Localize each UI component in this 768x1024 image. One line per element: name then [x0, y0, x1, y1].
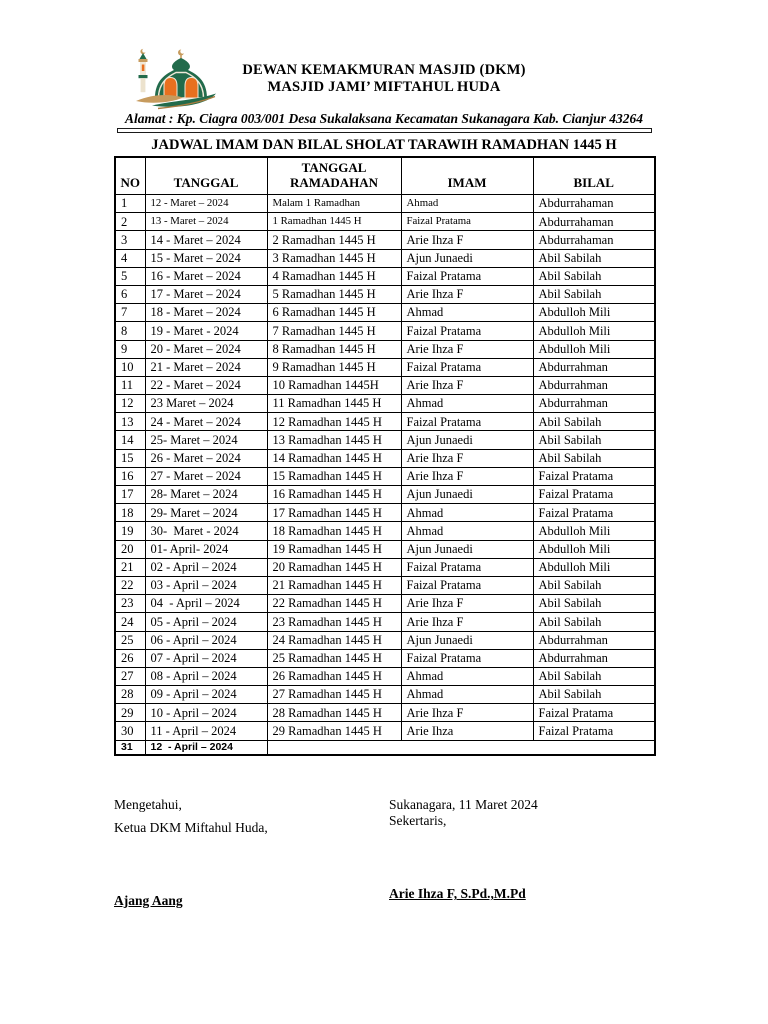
- cell-tanggal-ramadhan: 3 Ramadhan 1445 H: [267, 249, 401, 267]
- cell-no: 24: [115, 613, 145, 631]
- table-row: [115, 231, 655, 249]
- cell-tanggal: 14 - Maret – 2024: [145, 231, 267, 249]
- col-header-no: NO: [115, 157, 145, 195]
- cell-bilal: Abil Sabilah: [533, 285, 655, 303]
- cell-imam: Arie Ihza F: [401, 231, 533, 249]
- col-header-tanggal-ramadahan: [267, 157, 401, 195]
- cell-tanggal-ramadhan: 5 Ramadhan 1445 H: [267, 285, 401, 303]
- cell-bilal: Abdulloh Mili: [533, 540, 655, 558]
- cell-imam: Faizal Pratama: [401, 558, 533, 576]
- cell-imam: Arie Ihza F: [401, 704, 533, 722]
- cell-tanggal-ramadhan: 22 Ramadhan 1445 H: [267, 595, 401, 613]
- cell-bilal: Abil Sabilah: [533, 267, 655, 285]
- cell-tanggal: 25- Maret – 2024: [145, 431, 267, 449]
- cell-tanggal: 09 - April – 2024: [145, 686, 267, 704]
- cell-tanggal-ramadhan: 17 Ramadhan 1445 H: [267, 504, 401, 522]
- table-row: [115, 195, 655, 213]
- cell-no: 22: [115, 576, 145, 594]
- cell-no: 2: [115, 213, 145, 231]
- signature-left-name: Ajang Aang: [114, 893, 183, 908]
- cell-tanggal: 23 Maret – 2024: [145, 395, 267, 413]
- cell-tanggal-ramadhan: 10 Ramadhan 1445H: [267, 376, 401, 394]
- cell-tanggal: 28- Maret – 2024: [145, 486, 267, 504]
- signature-right-line1: Sukanagara, 11 Maret 2024: [389, 797, 538, 812]
- cell-tanggal: 05 - April – 2024: [145, 613, 267, 631]
- cell-tanggal-ramadhan: 11 Ramadhan 1445 H: [267, 395, 401, 413]
- cell-imam: Arie Ihza F: [401, 340, 533, 358]
- cell-imam: Arie Ihza F: [401, 285, 533, 303]
- col-header-tanggal-ramadahan-line1: TANGGAL: [301, 160, 367, 175]
- cell-imam: Arie Ihza F: [401, 376, 533, 394]
- cell-imam: Ajun Junaedi: [401, 631, 533, 649]
- org-name-line2: MASJID JAMI’ MIFTAHUL HUDA: [267, 79, 501, 95]
- table-row: [115, 340, 655, 358]
- table-row: [115, 467, 655, 485]
- cell-tanggal: 30- Maret - 2024: [145, 522, 267, 540]
- cell-imam: Faizal Pratama: [401, 413, 533, 431]
- cell-no: 25: [115, 631, 145, 649]
- cell-no: 17: [115, 486, 145, 504]
- cell-bilal: Abdurrahman: [533, 376, 655, 394]
- cell-bilal: Abdulloh Mili: [533, 522, 655, 540]
- signature-left-line1: Mengetahui,: [114, 797, 182, 812]
- cell-bilal: Abdurrahaman: [533, 195, 655, 213]
- cell-no: 30: [115, 722, 145, 740]
- cell-tanggal: 15 - Maret – 2024: [145, 249, 267, 267]
- signature-right-line2: Sekertaris,: [389, 813, 447, 828]
- org-name-line1: DEWAN KEMAKMURAN MASJID (DKM): [242, 62, 526, 78]
- cell-no: 31: [115, 740, 145, 755]
- table-row: [115, 395, 655, 413]
- cell-bilal: Abdurrahman: [533, 631, 655, 649]
- signature-left-line2: Ketua DKM Miftahul Huda,: [114, 820, 268, 835]
- cell-imam: Faizal Pratama: [401, 267, 533, 285]
- cell-tanggal-ramadhan: 29 Ramadhan 1445 H: [267, 722, 401, 740]
- cell-tanggal: 29- Maret – 2024: [145, 504, 267, 522]
- col-header-tanggal-ramadahan-line2: RAMADAHAN: [289, 175, 379, 190]
- cell-imam: Arie Ihza F: [401, 613, 533, 631]
- cell-imam: Faizal Pratama: [401, 649, 533, 667]
- cell-no: 1: [115, 195, 145, 213]
- cell-tanggal-ramadhan: 4 Ramadhan 1445 H: [267, 267, 401, 285]
- table-row: [115, 267, 655, 285]
- cell-imam: Ahmad: [401, 504, 533, 522]
- header-row: [115, 157, 655, 195]
- cell-tanggal: 11 - April – 2024: [145, 722, 267, 740]
- cell-bilal: Abdurrahman: [533, 358, 655, 376]
- cell-no: 9: [115, 340, 145, 358]
- cell-tanggal-ramadhan: 25 Ramadhan 1445 H: [267, 649, 401, 667]
- cell-bilal: Faizal Pratama: [533, 504, 655, 522]
- cell-no: 14: [115, 431, 145, 449]
- cell-imam: Ajun Junaedi: [401, 249, 533, 267]
- cell-imam: Ajun Junaedi: [401, 486, 533, 504]
- cell-no: 13: [115, 413, 145, 431]
- cell-tanggal-ramadhan: 8 Ramadhan 1445 H: [267, 340, 401, 358]
- cell-bilal: Abdulloh Mili: [533, 340, 655, 358]
- cell-bilal: Abil Sabilah: [533, 686, 655, 704]
- col-header-tanggal: TANGGAL: [145, 157, 267, 195]
- cell-no: 23: [115, 595, 145, 613]
- schedule-table: [114, 156, 656, 756]
- cell-bilal: Faizal Pratama: [533, 704, 655, 722]
- cell-tanggal-ramadhan: 23 Ramadhan 1445 H: [267, 613, 401, 631]
- cell-tanggal-ramadhan: [267, 740, 655, 755]
- cell-no: 12: [115, 395, 145, 413]
- cell-tanggal-ramadhan: Malam 1 Ramadhan: [267, 195, 401, 213]
- signature-right-name: Arie Ihza F, S.Pd.,M.Pd: [389, 886, 526, 901]
- cell-tanggal-ramadhan: 16 Ramadhan 1445 H: [267, 486, 401, 504]
- cell-bilal: Abdulloh Mili: [533, 304, 655, 322]
- cell-bilal: Abil Sabilah: [533, 576, 655, 594]
- cell-bilal: Abil Sabilah: [533, 413, 655, 431]
- cell-tanggal-ramadhan: 18 Ramadhan 1445 H: [267, 522, 401, 540]
- cell-tanggal-ramadhan: 13 Ramadhan 1445 H: [267, 431, 401, 449]
- cell-tanggal: 02 - April – 2024: [145, 558, 267, 576]
- cell-no: 21: [115, 558, 145, 576]
- cell-no: 15: [115, 449, 145, 467]
- cell-imam: Ahmad: [401, 522, 533, 540]
- cell-tanggal-ramadhan: 2 Ramadhan 1445 H: [267, 231, 401, 249]
- table-row: [115, 613, 655, 631]
- col-header-imam: IMAM: [401, 157, 533, 195]
- cell-tanggal: 19 - Maret - 2024: [145, 322, 267, 340]
- cell-tanggal-ramadhan: 14 Ramadhan 1445 H: [267, 449, 401, 467]
- cell-imam: Arie Ihza F: [401, 595, 533, 613]
- table-row: [115, 213, 655, 231]
- table-row: [115, 486, 655, 504]
- cell-no: 19: [115, 522, 145, 540]
- cell-tanggal: 01- April- 2024: [145, 540, 267, 558]
- cell-tanggal-ramadhan: 9 Ramadhan 1445 H: [267, 358, 401, 376]
- cell-imam: Ahmad: [401, 686, 533, 704]
- cell-no: 5: [115, 267, 145, 285]
- table-row: [115, 558, 655, 576]
- cell-bilal: Abil Sabilah: [533, 431, 655, 449]
- cell-tanggal: 13 - Maret – 2024: [145, 213, 267, 231]
- table-row: [115, 722, 655, 740]
- cell-no: 29: [115, 704, 145, 722]
- cell-tanggal-ramadhan: 19 Ramadhan 1445 H: [267, 540, 401, 558]
- cell-imam: Arie Ihza: [401, 722, 533, 740]
- signature-block-right: [389, 797, 538, 829]
- table-row: [115, 686, 655, 704]
- table-row: [115, 285, 655, 303]
- cell-no: 11: [115, 376, 145, 394]
- cell-bilal: Abdurrahaman: [533, 231, 655, 249]
- cell-tanggal-ramadhan: 24 Ramadhan 1445 H: [267, 631, 401, 649]
- cell-bilal: Faizal Pratama: [533, 486, 655, 504]
- cell-imam: Arie Ihza F: [401, 449, 533, 467]
- cell-tanggal: 21 - Maret – 2024: [145, 358, 267, 376]
- cell-tanggal-ramadhan: 26 Ramadhan 1445 H: [267, 667, 401, 685]
- cell-tanggal-ramadhan: 15 Ramadhan 1445 H: [267, 467, 401, 485]
- table-row: [115, 649, 655, 667]
- col-header-bilal: BILAL: [533, 157, 655, 195]
- cell-no: 28: [115, 686, 145, 704]
- cell-bilal: Faizal Pratama: [533, 722, 655, 740]
- cell-no: 4: [115, 249, 145, 267]
- cell-imam: Faizal Pratama: [401, 213, 533, 231]
- cell-bilal: Abil Sabilah: [533, 667, 655, 685]
- cell-imam: Ajun Junaedi: [401, 431, 533, 449]
- cell-imam: Ahmad: [401, 667, 533, 685]
- cell-tanggal: 10 - April – 2024: [145, 704, 267, 722]
- table-row: [115, 249, 655, 267]
- cell-bilal: Faizal Pratama: [533, 467, 655, 485]
- letterhead-divider: [117, 128, 652, 133]
- letterhead: [114, 62, 654, 96]
- cell-bilal: Abdurrahman: [533, 649, 655, 667]
- schedule-table-header: [115, 157, 655, 195]
- cell-tanggal: 27 - Maret – 2024: [145, 467, 267, 485]
- table-row: [115, 431, 655, 449]
- table-row: [115, 576, 655, 594]
- cell-imam: Ahmad: [401, 304, 533, 322]
- cell-tanggal-ramadhan: 21 Ramadhan 1445 H: [267, 576, 401, 594]
- table-row: [115, 740, 655, 755]
- cell-bilal: Abil Sabilah: [533, 613, 655, 631]
- table-row: [115, 704, 655, 722]
- cell-bilal: Abil Sabilah: [533, 449, 655, 467]
- cell-tanggal: 24 - Maret – 2024: [145, 413, 267, 431]
- cell-no: 26: [115, 649, 145, 667]
- cell-bilal: Abdulloh Mili: [533, 558, 655, 576]
- cell-imam: Faizal Pratama: [401, 576, 533, 594]
- cell-imam: Arie Ihza F: [401, 467, 533, 485]
- cell-tanggal: 16 - Maret – 2024: [145, 267, 267, 285]
- table-row: [115, 504, 655, 522]
- table-row: [115, 304, 655, 322]
- cell-tanggal: 08 - April – 2024: [145, 667, 267, 685]
- cell-tanggal-ramadhan: 7 Ramadhan 1445 H: [267, 322, 401, 340]
- cell-tanggal: 26 - Maret – 2024: [145, 449, 267, 467]
- cell-no: 16: [115, 467, 145, 485]
- cell-tanggal-ramadhan: 1 Ramadhan 1445 H: [267, 213, 401, 231]
- cell-tanggal-ramadhan: 28 Ramadhan 1445 H: [267, 704, 401, 722]
- cell-tanggal: 22 - Maret – 2024: [145, 376, 267, 394]
- table-row: [115, 595, 655, 613]
- cell-tanggal: 17 - Maret – 2024: [145, 285, 267, 303]
- table-row: [115, 358, 655, 376]
- cell-no: 3: [115, 231, 145, 249]
- cell-tanggal: 12 - April – 2024: [145, 740, 267, 755]
- cell-imam: Faizal Pratama: [401, 322, 533, 340]
- cell-no: 10: [115, 358, 145, 376]
- cell-no: 8: [115, 322, 145, 340]
- table-row: [115, 322, 655, 340]
- page-title: JADWAL IMAM DAN BILAL SHOLAT TARAWIH RAMADHAN 1445 H: [151, 137, 617, 153]
- cell-tanggal: 03 - April – 2024: [145, 576, 267, 594]
- cell-tanggal: 12 - Maret – 2024: [145, 195, 267, 213]
- cell-tanggal: 06 - April – 2024: [145, 631, 267, 649]
- table-row: [115, 540, 655, 558]
- table-row: [115, 449, 655, 467]
- cell-bilal: Abil Sabilah: [533, 249, 655, 267]
- cell-tanggal-ramadhan: 27 Ramadhan 1445 H: [267, 686, 401, 704]
- cell-no: 7: [115, 304, 145, 322]
- cell-tanggal: 20 - Maret – 2024: [145, 340, 267, 358]
- cell-tanggal: 07 - April – 2024: [145, 649, 267, 667]
- cell-bilal: Abil Sabilah: [533, 595, 655, 613]
- cell-bilal: Abdurrahman: [533, 395, 655, 413]
- cell-tanggal: 18 - Maret – 2024: [145, 304, 267, 322]
- cell-bilal: Abdurrahaman: [533, 213, 655, 231]
- cell-no: 18: [115, 504, 145, 522]
- cell-tanggal-ramadhan: 12 Ramadhan 1445 H: [267, 413, 401, 431]
- table-row: [115, 413, 655, 431]
- cell-imam: Ajun Junaedi: [401, 540, 533, 558]
- cell-bilal: Abdulloh Mili: [533, 322, 655, 340]
- cell-no: 20: [115, 540, 145, 558]
- cell-tanggal-ramadhan: 20 Ramadhan 1445 H: [267, 558, 401, 576]
- cell-tanggal: 04 - April – 2024: [145, 595, 267, 613]
- cell-no: 6: [115, 285, 145, 303]
- cell-tanggal-ramadhan: 6 Ramadhan 1445 H: [267, 304, 401, 322]
- cell-imam: Ahmad: [401, 395, 533, 413]
- table-row: [115, 376, 655, 394]
- table-row: [115, 522, 655, 540]
- cell-imam: Faizal Pratama: [401, 358, 533, 376]
- cell-imam: Ahmad: [401, 195, 533, 213]
- table-row: [115, 631, 655, 649]
- signature-block-left: [114, 797, 268, 836]
- table-row: [115, 667, 655, 685]
- org-address: Alamat : Kp. Ciagra 003/001 Desa Sukalaksana Kecamatan Sukanagara Kab. Cianjur 43264: [125, 111, 643, 126]
- schedule-table-body: [115, 195, 655, 756]
- cell-no: 27: [115, 667, 145, 685]
